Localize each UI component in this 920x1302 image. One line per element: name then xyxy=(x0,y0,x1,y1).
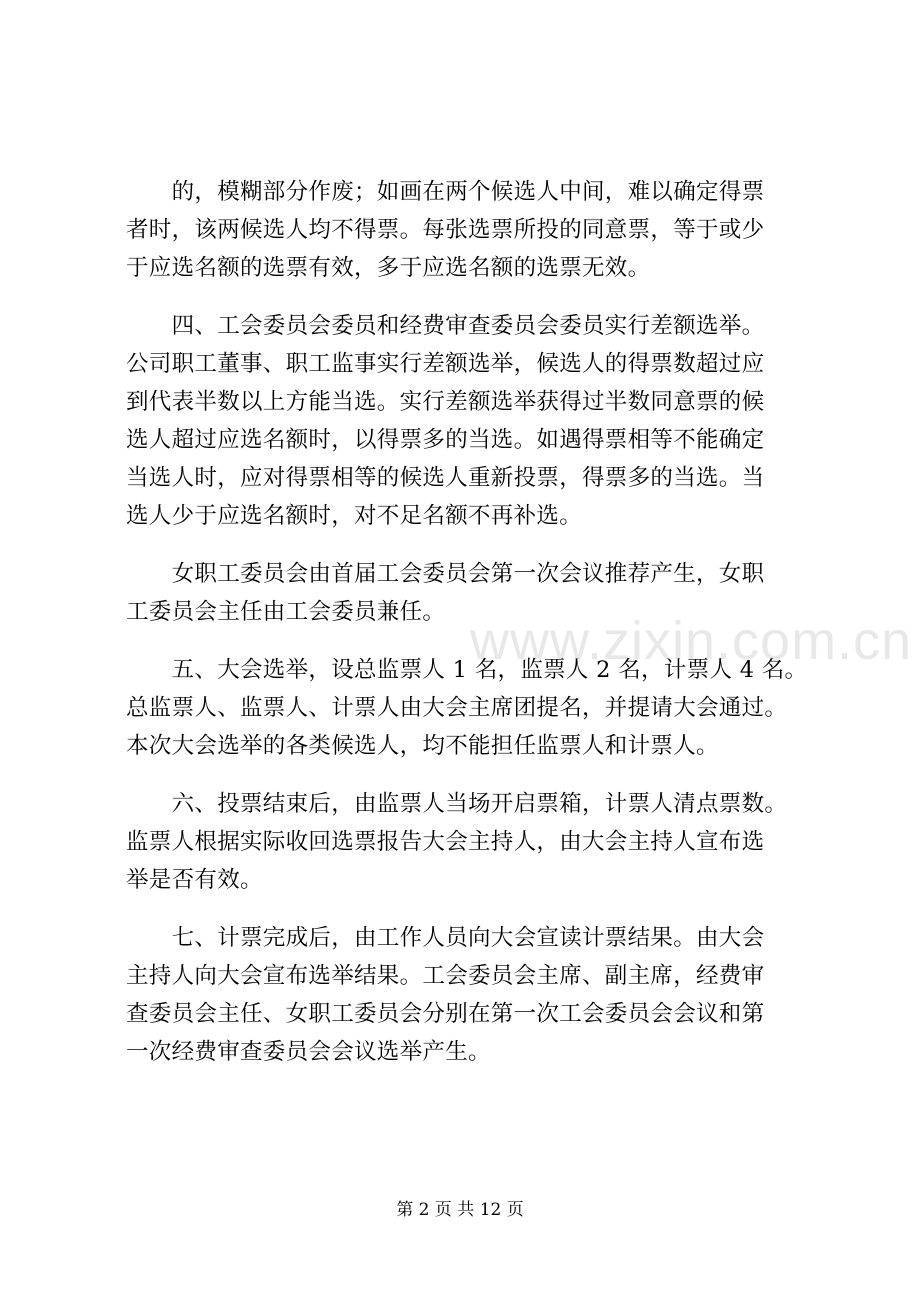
text-line: 于应选名额的选票有效，多于应选名额的选票无效。 xyxy=(126,255,651,281)
text-line: 到代表半数以上方能当选。实行差额选举获得过半数同意票的候 xyxy=(126,389,765,415)
text-line: 查委员会主任、女职工委员会分别在第一次工会委员会会议和第 xyxy=(126,1001,765,1027)
text-line: 六、投票结束后，由监票人当场开启票箱，计票人清点票数。 xyxy=(126,791,788,817)
text-line: 选人少于应选名额时，对不足名额不再补选。 xyxy=(126,503,583,529)
text-line: 监票人根据实际收回选票报告大会主持人，由大会主持人宣布选 xyxy=(126,829,765,855)
text-line: 选人超过应选名额时，以得票多的当选。如遇得票相等不能确定 xyxy=(126,427,765,453)
text-line: 七、计票完成后，由工作人员向大会宣读计票结果。由大会 xyxy=(126,925,765,951)
text-line: 举是否有效。 xyxy=(126,867,263,893)
text-line: 本次大会选举的各类候选人，均不能担任监票人和计票人。 xyxy=(126,733,719,759)
text-line: 工委员会主任由工会委员兼任。 xyxy=(126,599,446,625)
watermark: www.zixin.com.cn xyxy=(470,611,913,671)
page-footer: 第 2 页 共 12 页 xyxy=(396,1200,524,1220)
text-line: 总监票人、监票人、计票人由大会主席团提名，并提请大会通过。 xyxy=(126,695,788,721)
text-line: 四、工会委员会委员和经费审查委员会委员实行差额选举。 xyxy=(126,313,765,339)
text-line: 主持人向大会宣布选举结果。工会委员会主席、副主席，经费审 xyxy=(126,963,765,989)
text-line: 的，模糊部分作废；如画在两个候选人中间，难以确定得票 xyxy=(126,179,765,205)
text-line: 女职工委员会由首届工会委员会第一次会议推荐产生，女职 xyxy=(126,561,765,587)
text-line: 公司职工董事、职工监事实行差额选举，候选人的得票数超过应 xyxy=(126,351,765,377)
text-line: 者时，该两候选人均不得票。每张选票所投的同意票，等于或少 xyxy=(126,217,765,243)
text-line: 五、大会选举，设总监票人 1 名，监票人 2 名，计票人 4 名。 xyxy=(126,657,808,683)
text-line: 当选人时，应对得票相等的候选人重新投票，得票多的当选。当 xyxy=(126,465,765,491)
text-line: 一次经费审查委员会会议选举产生。 xyxy=(126,1039,491,1065)
